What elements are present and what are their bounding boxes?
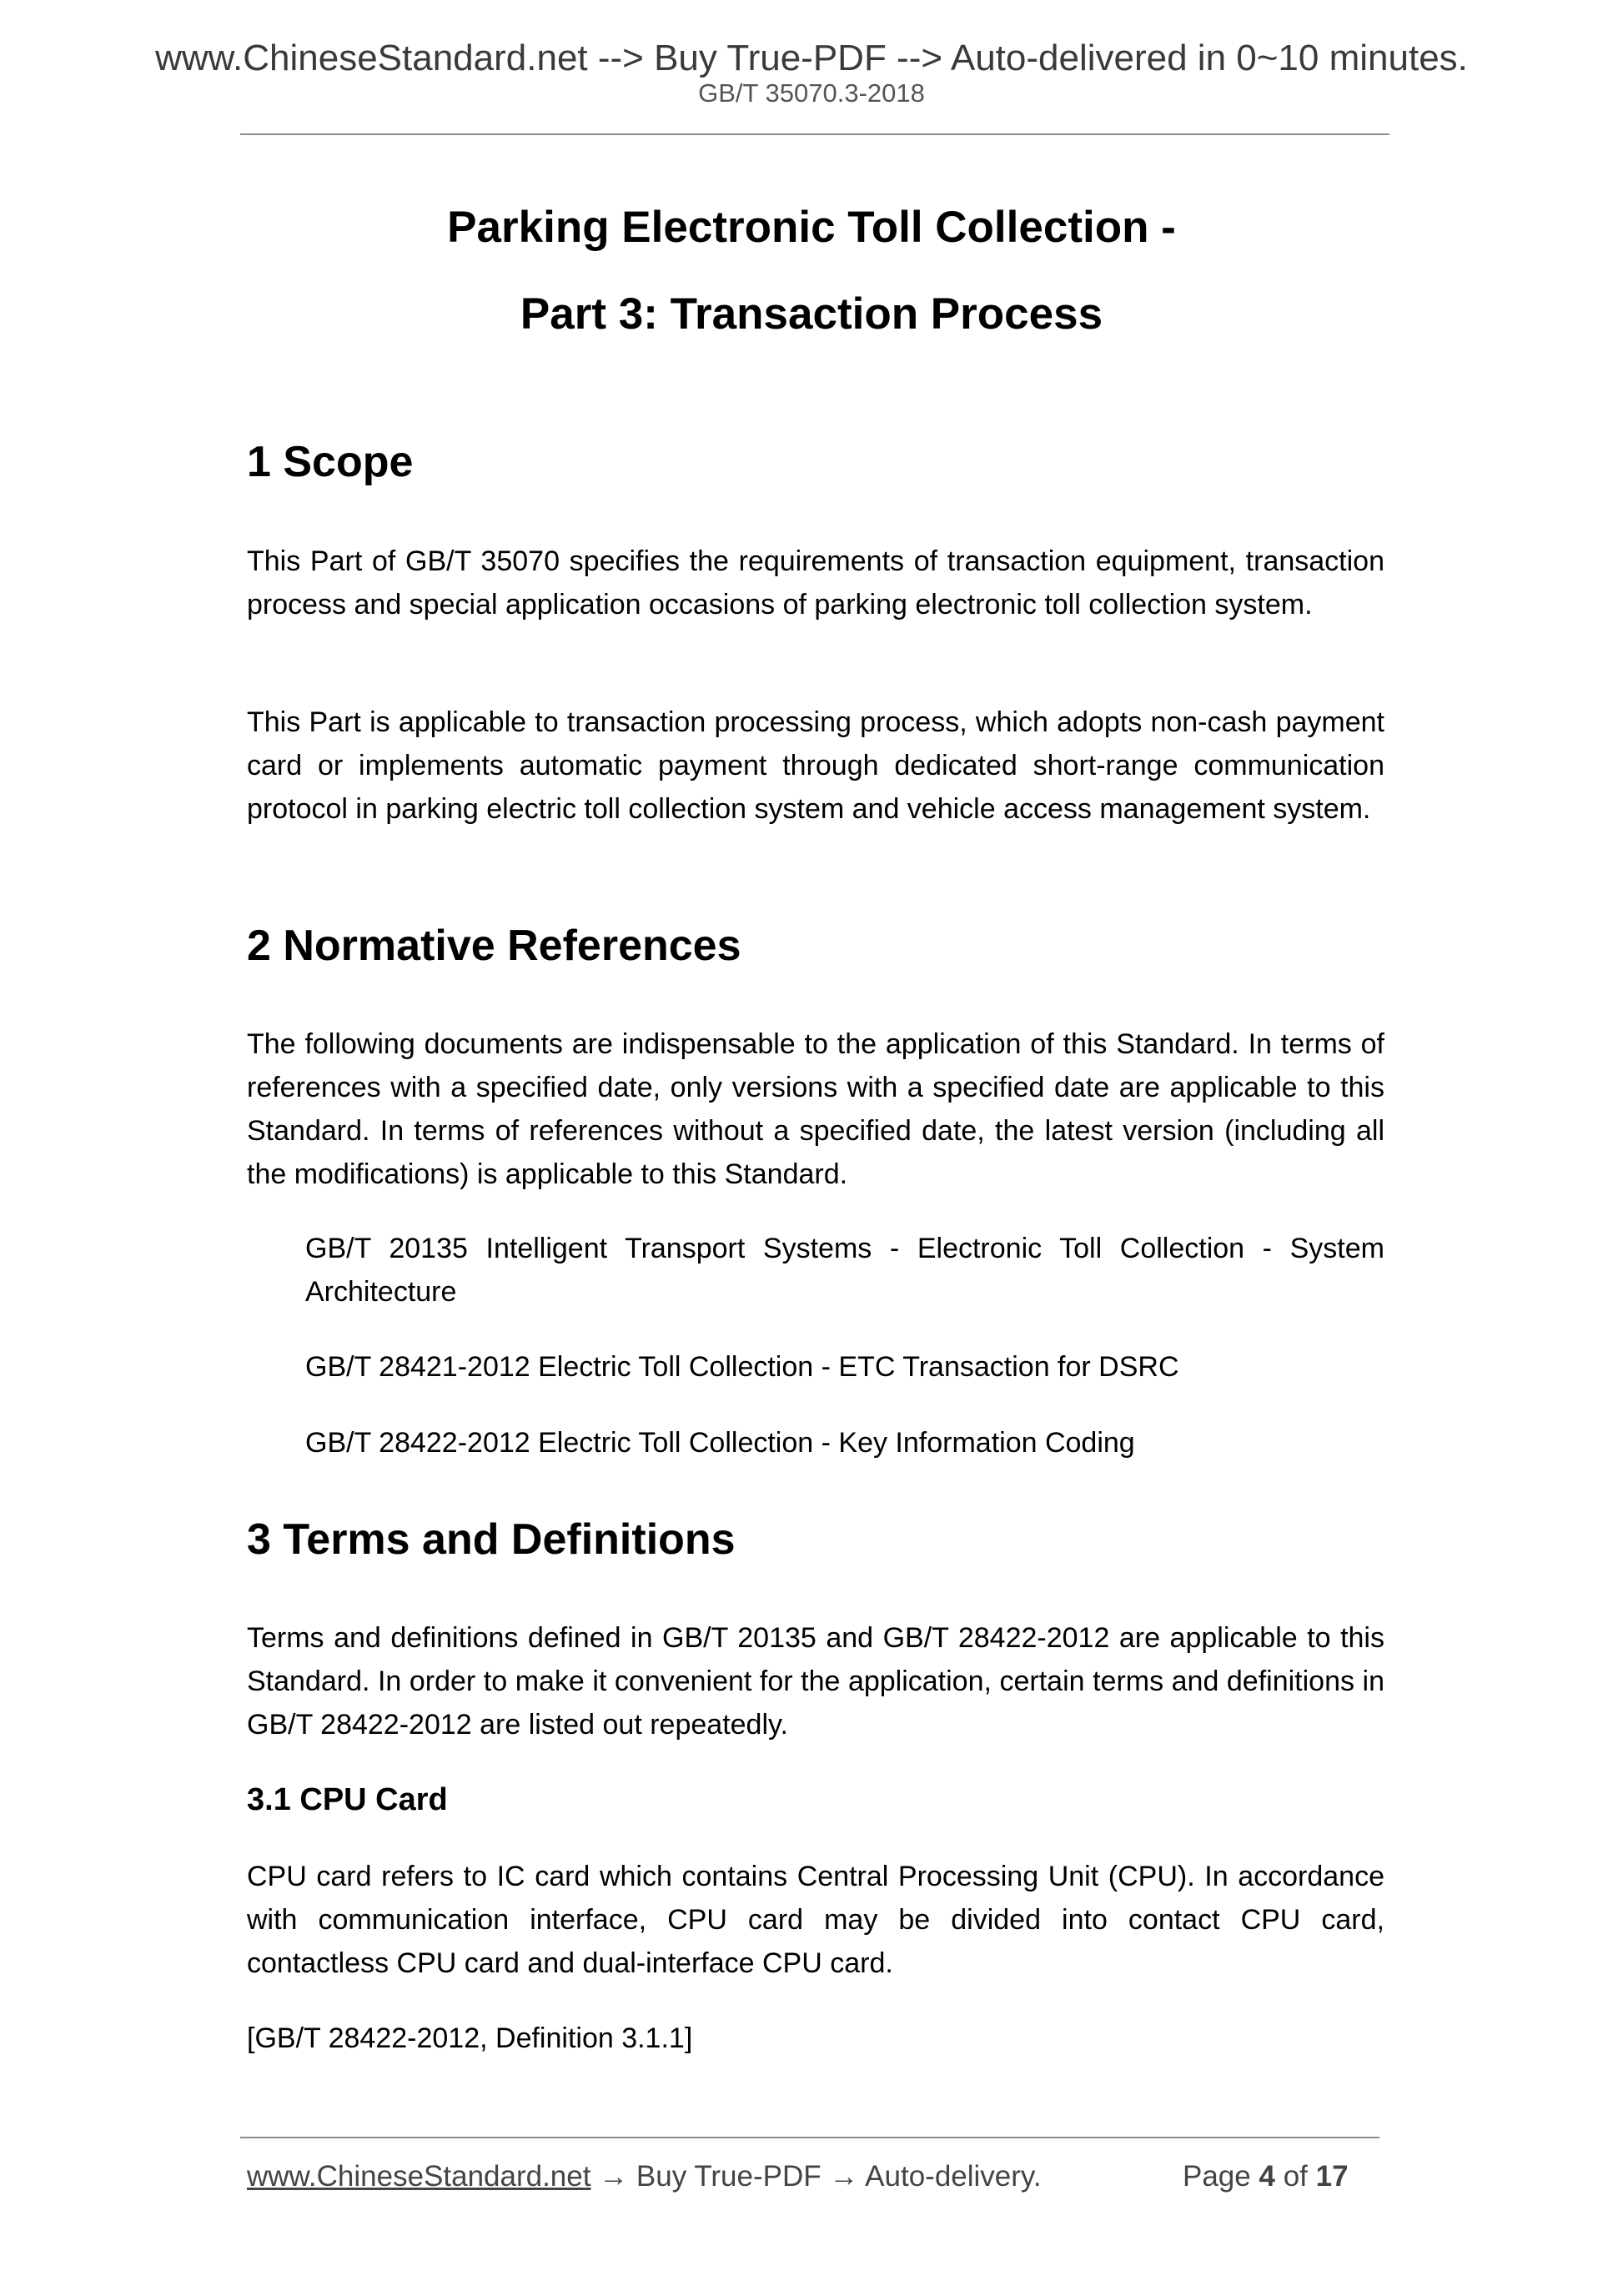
footer-site-link[interactable]: www.ChineseStandard.net: [247, 2160, 591, 2193]
reference-item: GB/T 28422-2012 Electric Toll Collection - Key Information Coding: [305, 1427, 1135, 1459]
page-indicator: [1183, 2162, 1349, 2191]
standard-code: GB/T 35070.3-2018: [698, 78, 925, 108]
document-title-line2: Part 3: Transaction Process: [520, 289, 1103, 339]
cpu-card-heading: 3.1 CPU Card: [247, 1782, 448, 1817]
site-banner: www.ChineseStandard.net --> Buy True-PDF --> Auto-delivered in 0~10 minutes.: [155, 38, 1468, 78]
page-number: 4: [1259, 2160, 1275, 2193]
terms-paragraph: Terms and definitions defined in GB/T 20135 and GB/T 28422-2012 are applicable to this Standard. In order to make it convenient for the application, certain terms and definitions in GB/T 28422-2012 are listed out repeatedly.: [247, 1622, 1384, 1741]
reference-item: GB/T 20135 Intelligent Transport Systems - Electronic Toll Collection - System Architecture: [305, 1233, 1384, 1308]
cpu-card-paragraph: CPU card refers to IC card which contains Central Processing Unit (CPU). In accordance with communication interface, CPU card may be divided into contact CPU card, contactless CPU card and dual-interface CPU card.: [247, 1861, 1384, 1979]
cpu-card-citation: [GB/T 28422-2012, Definition 3.1.1]: [247, 2022, 693, 2054]
scope-paragraph-2: This Part is applicable to transaction processing process, which adopts non-cash payment card or implements automatic payment through dedicated short-range communication protocol in parking electric toll collection system and vehicle access management system.: [247, 706, 1384, 825]
page-total: 17: [1315, 2160, 1349, 2193]
scope-paragraph-1: This Part of GB/T 35070 specifies the requirements of transaction equipment, transaction process and special application occasions of parking electronic toll collection system.: [247, 545, 1384, 620]
document-title-line1: Parking Electronic Toll Collection -: [447, 203, 1176, 252]
normative-references-paragraph: The following documents are indispensable to the application of this Standard. In terms of references with a specified date, only versions with a specified date are applicable to this Standard. In terms of references without a specified date, the latest version (including all the modifications) is applicable to this Standard.: [247, 1028, 1384, 1190]
footer-divider: [240, 2137, 1379, 2138]
terms-heading: 3 Terms and Definitions: [247, 1515, 736, 1564]
reference-item: GB/T 28421-2012 Electric Toll Collection - ETC Transaction for DSRC: [305, 1351, 1179, 1383]
footer-promo: [247, 2162, 1042, 2191]
normative-references-heading: 2 Normative References: [247, 922, 741, 970]
footer-tagline: → Buy True-PDF → Auto-delivery.: [590, 2160, 1042, 2193]
scope-heading: 1 Scope: [247, 438, 414, 486]
header-divider: [240, 133, 1389, 135]
page-prefix: Page: [1183, 2160, 1251, 2193]
page-of: of: [1283, 2160, 1308, 2193]
